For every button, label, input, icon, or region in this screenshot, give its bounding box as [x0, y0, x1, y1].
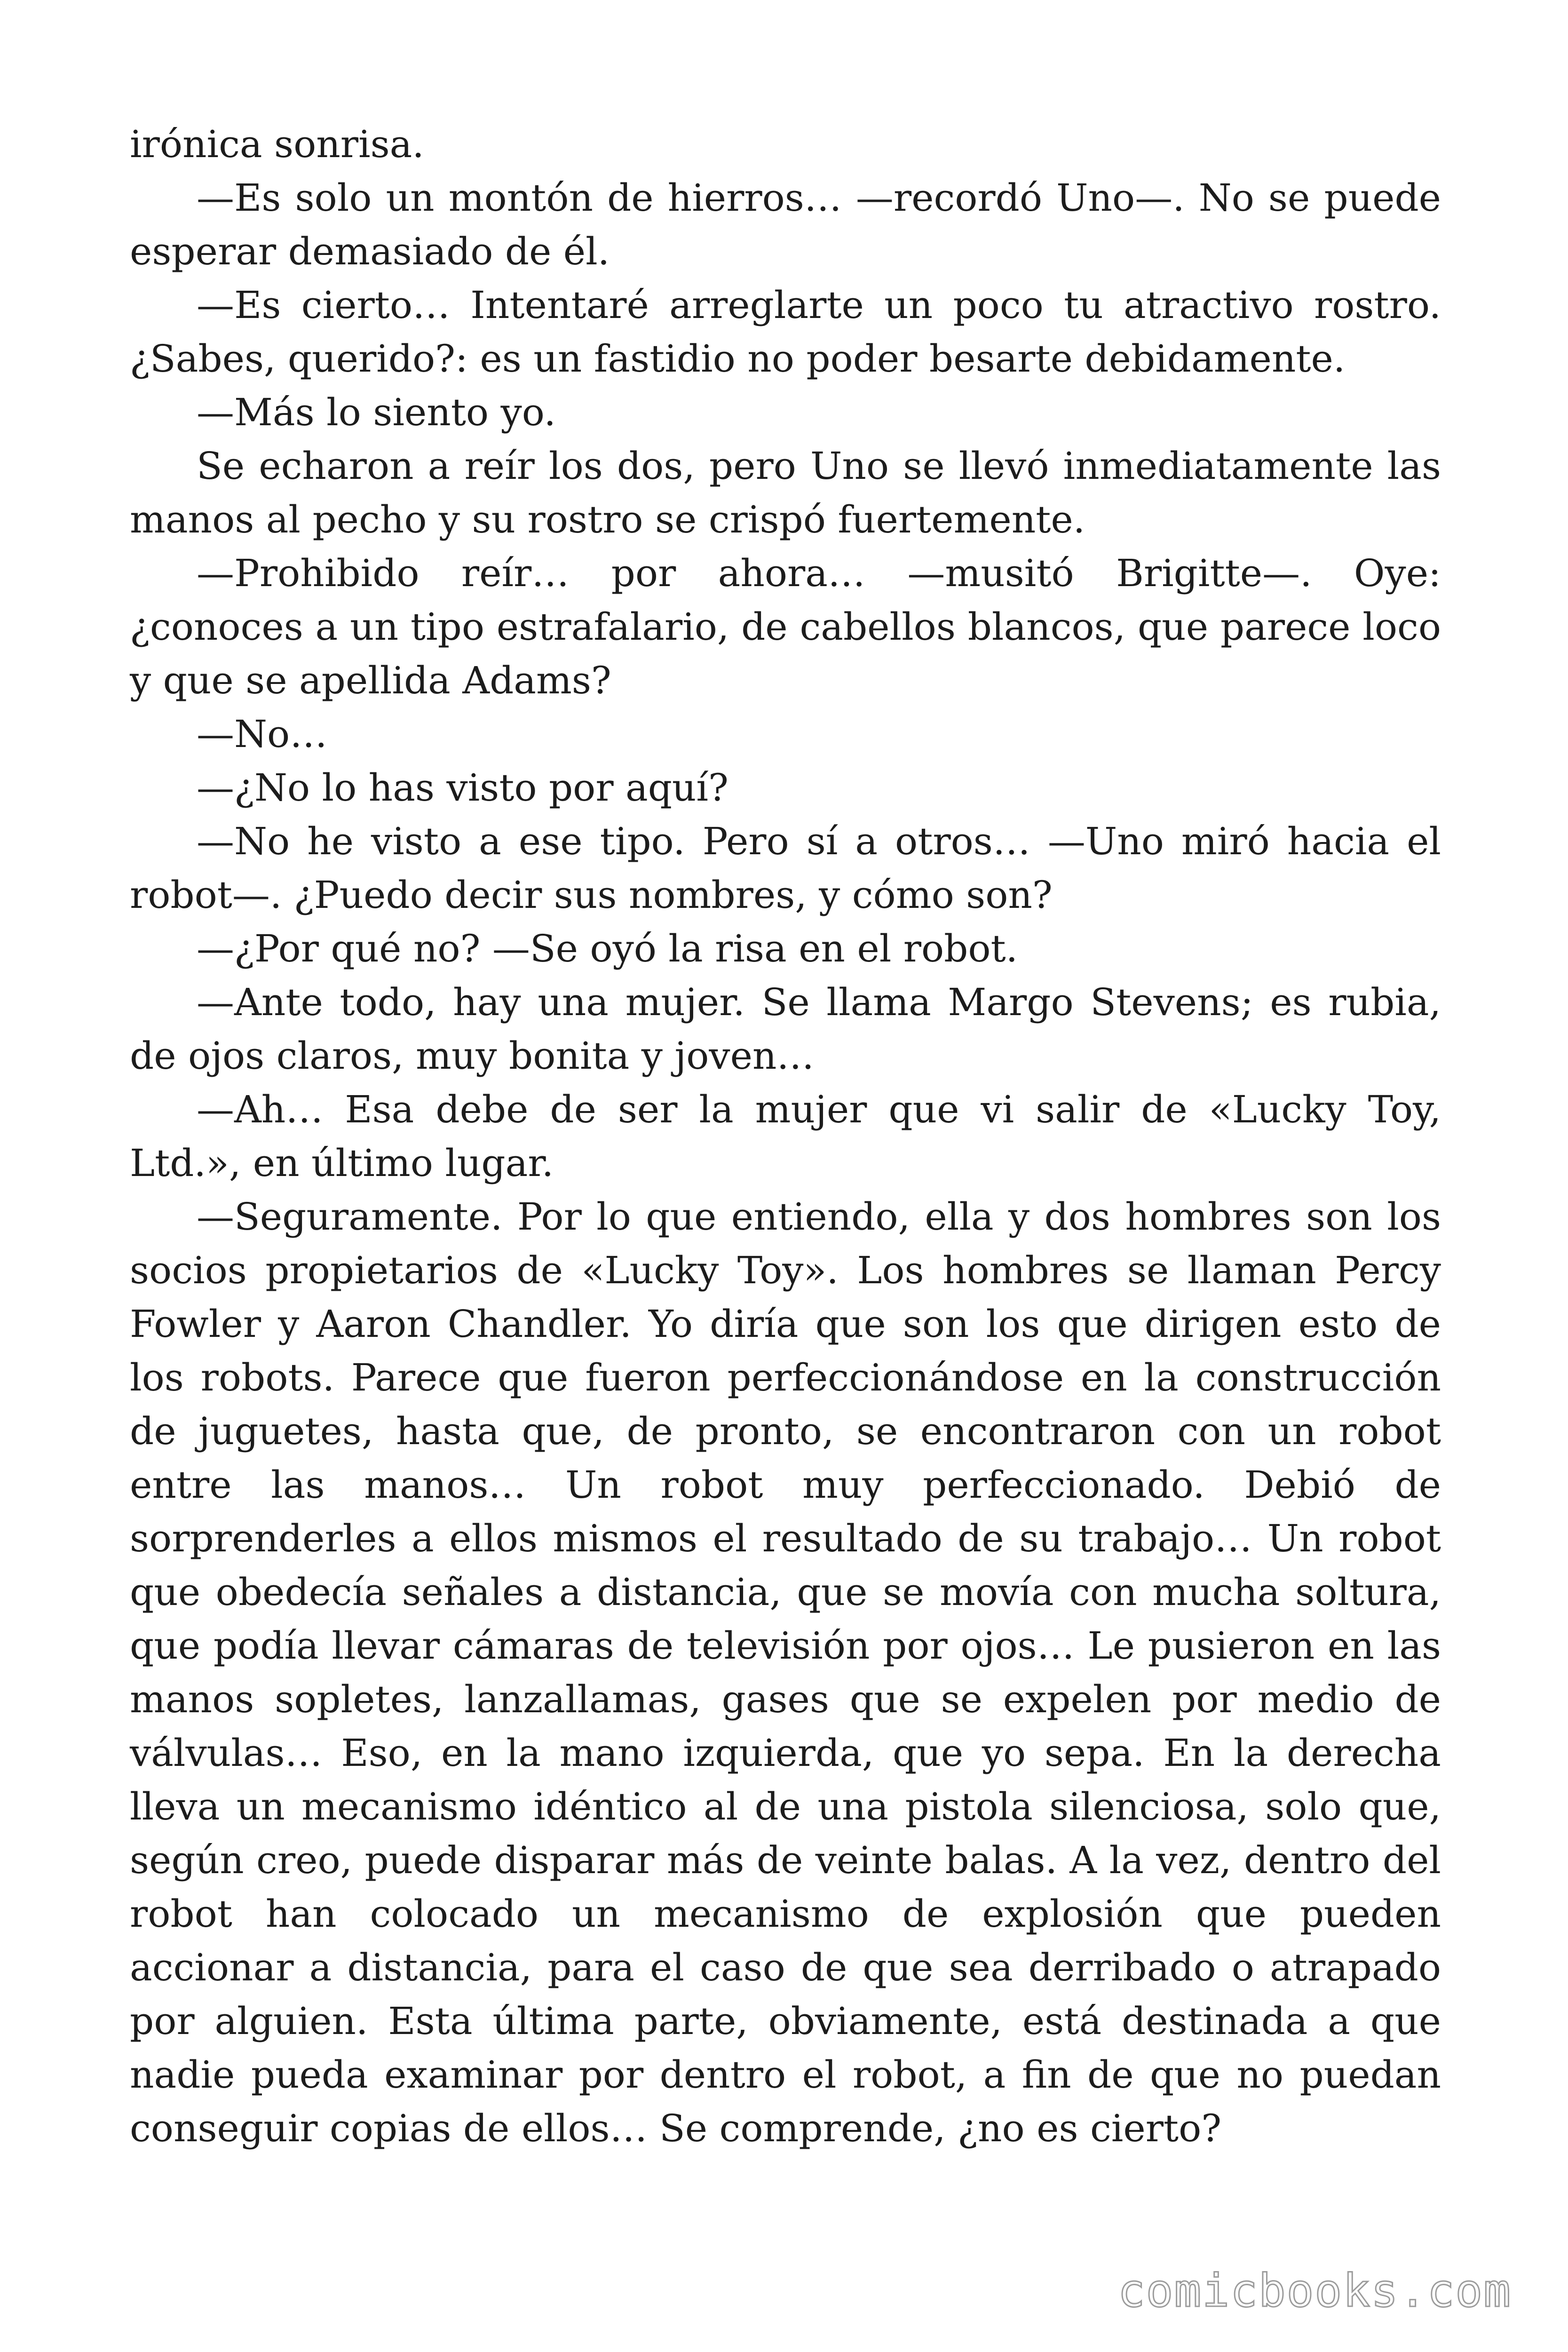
paragraph: —No he visto a ese tipo. Pero sí a otros… —Uno miró hacia el robot—. ¿Puedo decir sus nombres, y cómo son? — [130, 819, 1441, 917]
paragraph: —Más lo siento yo. — [197, 390, 556, 434]
paragraph: Se echaron a reír los dos, pero Uno se llevó inmediatamente las manos al pecho y su rostro se crispó fuertemente. — [130, 444, 1441, 541]
paragraph: —Ante todo, hay una mujer. Se llama Margo Stevens; es rubia, de ojos claros, muy bonita y joven… — [130, 980, 1441, 1078]
paragraph: —Es cierto… Intentaré arreglarte un poco tu atractivo rostro. ¿Sabes, querido?: es un fastidio no poder besarte debidamente. — [130, 283, 1441, 381]
paragraph: irónica sonrisa. — [130, 122, 424, 166]
paragraph: —Ah… Esa debe de ser la mujer que vi salir de «Lucky Toy, Ltd.», en último lugar. — [130, 1088, 1441, 1185]
paragraph: —Prohibido reír… por ahora… —musitó Brigitte—. Oye: ¿conoces a un tipo estrafalario, de cabellos blancos, que parece loco y que se apellida Adams? — [130, 551, 1441, 702]
watermark: comicbooks.com — [1117, 2265, 1512, 2317]
paragraph: —Seguramente. Por lo que entiendo, ella y dos hombres son los socios propietarios de «Lucky Toy». Los hombres se llaman Percy Fowler y Aaron Chandler. Yo diría que son los que dirigen esto de los robots. Parece que fueron perfeccionándose en la construcción de juguetes, hasta que, de pronto, se encontraron con un robot entre las manos… Un robot muy perfeccionado. Debió de sorprenderles a ellos mismos el resultado de su trabajo… Un robot que obedecía señales a distancia, que se movía con mucha soltura, que podía llevar cámaras de televisión por ojos… Le pusieron en las manos sopletes, lanzallamas, gases que se expelen por medio de válvulas… Eso, en la mano izquierda, que yo sepa. En la derecha lleva un mecanismo idéntico al de una pistola silenciosa, solo que, según creo, puede disparar más de veinte balas. A la vez, dentro del robot han colocado un mecanismo de explosión que pueden accionar a distancia, para el caso de que sea derribado o atrapado por alguien. Esta última parte, obviamente, está destinada a que nadie pueda examinar por dentro el robot, a fin de que no puedan conseguir copias de ellos… Se comprende, ¿no es cierto? — [130, 1195, 1441, 2150]
paragraph: —¿No lo has visto por aquí? — [197, 766, 729, 810]
page-body — [130, 118, 1441, 2155]
paragraph: —Es solo un montón de hierros… —recordó Uno—. No se puede esperar demasiado de él. — [130, 176, 1441, 273]
paragraph: —No… — [197, 712, 328, 756]
paragraph: —¿Por qué no? —Se oyó la risa en el robot. — [197, 927, 1018, 970]
